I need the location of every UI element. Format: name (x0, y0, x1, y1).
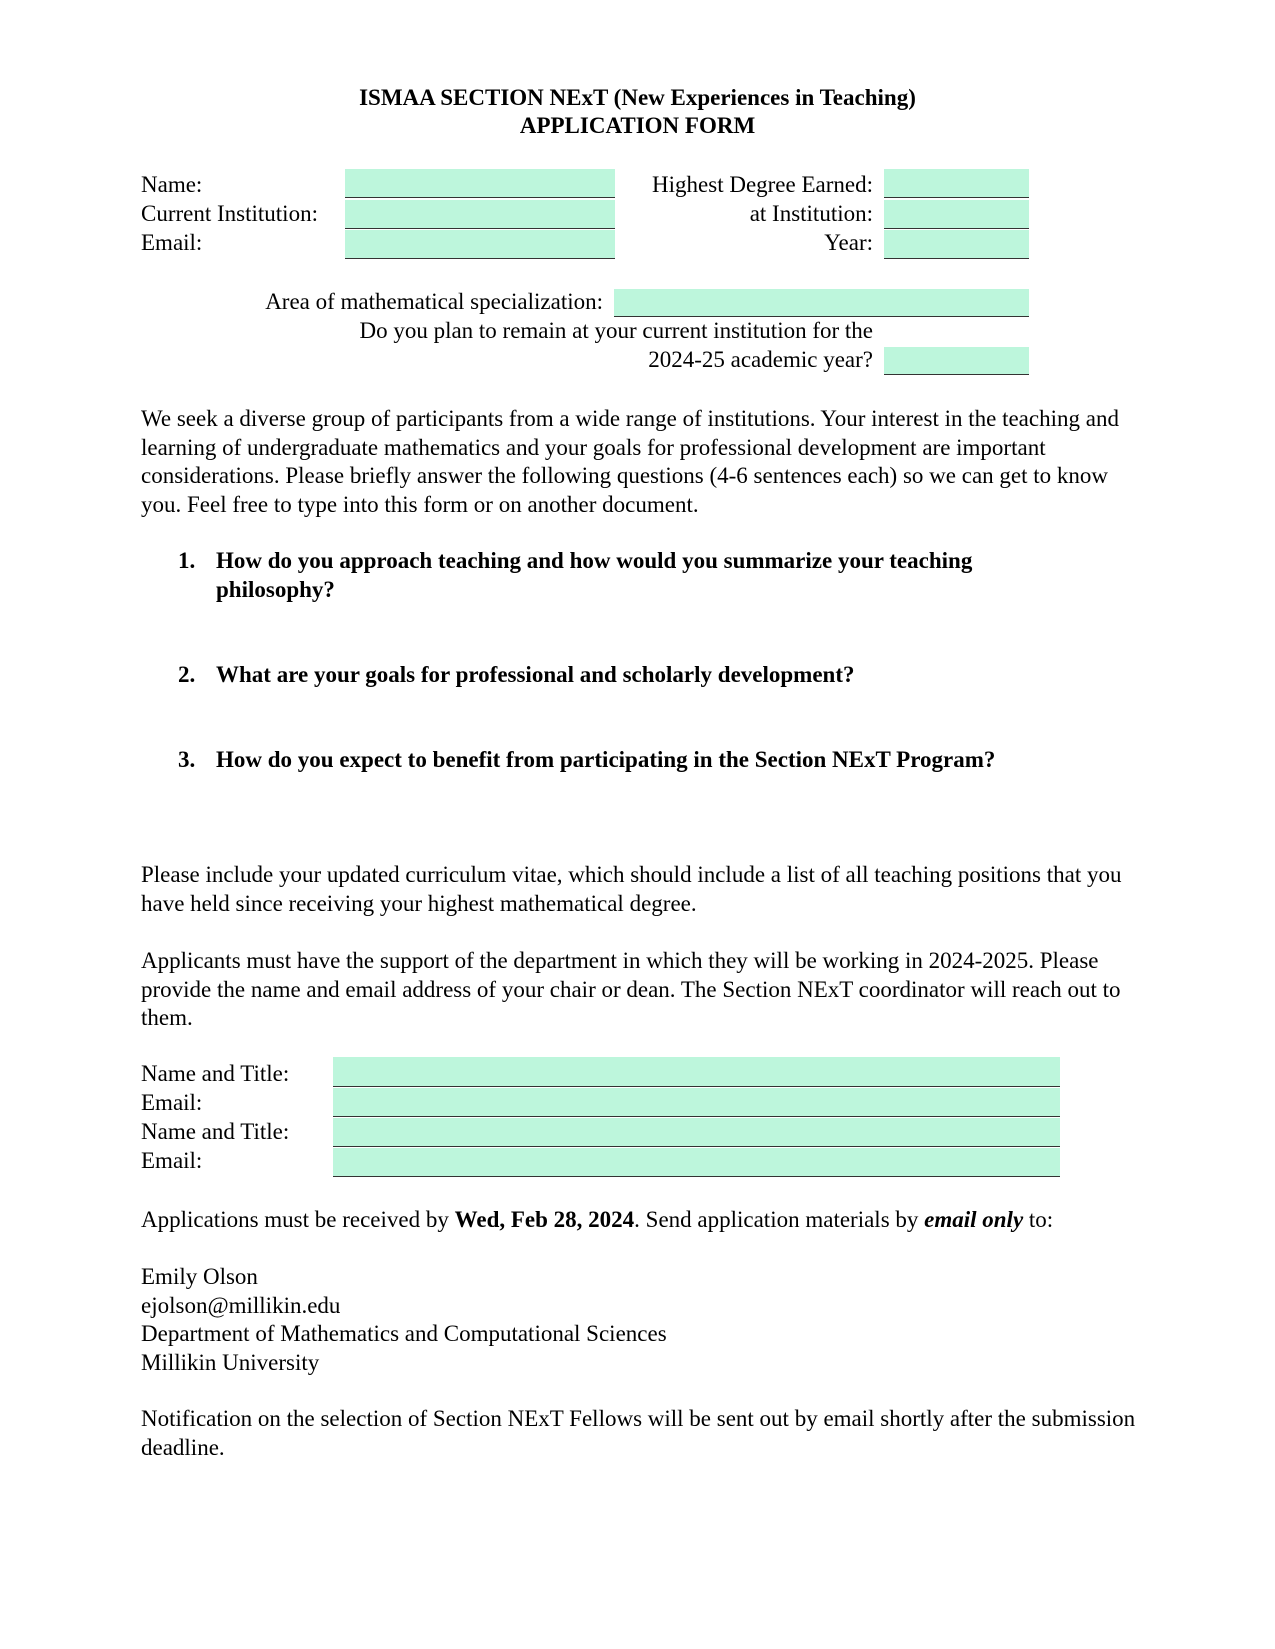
degree-year-label: Year: (824, 230, 873, 255)
contact-2-email-field[interactable] (333, 1148, 1060, 1177)
contact-1-email-field[interactable] (333, 1088, 1060, 1117)
form-title-line1: ISMAA SECTION NExT (New Experiences in Teaching) (359, 85, 916, 110)
deadline-prefix: Applications must be received by (141, 1207, 455, 1232)
name-label: Name: (141, 172, 203, 197)
question-1 (0, 547, 1275, 607)
cv-paragraph: Please include your updated curriculum vitae, which should include a list of all teaching positions that you have held since receiving your highest mathematical degree. (141, 862, 1122, 916)
question-3-text: How do you expect to benefit from participating in the Section NExT Program? (216, 747, 996, 772)
specialization-label: Area of mathematical specialization: (265, 289, 603, 314)
deadline-middle: . Send application materials by (634, 1207, 925, 1232)
degree-year-field[interactable] (884, 230, 1029, 259)
question-3 (0, 746, 1275, 776)
deadline-method: email only (924, 1207, 1024, 1232)
highest-degree-field[interactable] (884, 169, 1029, 198)
current-institution-label: Current Institution: (141, 201, 318, 226)
coordinator-email: ejolson@millikin.edu (141, 1293, 341, 1318)
degree-institution-label: at Institution: (749, 201, 873, 226)
question-2-number: 2. (178, 662, 196, 687)
coordinator-university: Millikin University (141, 1350, 320, 1375)
specialization-field[interactable] (614, 289, 1029, 317)
degree-institution-field[interactable] (884, 200, 1029, 229)
deadline-date: Wed, Feb 28, 2024 (454, 1207, 635, 1232)
contact-2-email-label: Email: (141, 1148, 203, 1173)
form-title-line2: APPLICATION FORM (519, 113, 756, 138)
contact-1-name-title-label: Name and Title: (141, 1061, 290, 1086)
coordinator-name: Emily Olson (141, 1264, 258, 1289)
remain-label-line2: 2024-25 academic year? (648, 347, 873, 372)
coordinator-department: Department of Mathematics and Computational Sciences (141, 1321, 667, 1346)
highest-degree-label: Highest Degree Earned: (652, 172, 873, 197)
contact-1-name-title-field[interactable] (333, 1057, 1060, 1087)
question-2-text: What are your goals for professional and scholarly development? (216, 662, 855, 687)
notification-paragraph: Notification on the selection of Section NExT Fellows will be sent out by email shortly after the submission deadline. (141, 1406, 1136, 1460)
contact-2-name-title-label: Name and Title: (141, 1119, 290, 1144)
intro-paragraph: We seek a diverse group of participants from a wide range of institutions. Your interest in the teaching and learning of undergraduate mathematics and your goals for professional development are important considerations. Please briefly answer the following questions (4-6 sentences each) so we can get to know you. Feel free to type into this form or on another document. (141, 406, 1119, 517)
contact-1-email-label: Email: (141, 1090, 203, 1115)
deadline-suffix: to: (1023, 1207, 1054, 1232)
question-1-number: 1. (178, 548, 196, 573)
email-label: Email: (141, 230, 203, 255)
remain-label-line1: Do you plan to remain at your current institution for the (359, 318, 873, 343)
question-2 (0, 661, 1275, 691)
remain-field[interactable] (884, 347, 1029, 375)
contact-2-name-title-field[interactable] (333, 1118, 1060, 1147)
question-3-number: 3. (178, 747, 196, 772)
question-1-text: How do you approach teaching and how would you summarize your teaching philosophy? (216, 548, 973, 602)
support-paragraph: Applicants must have the support of the department in which they will be working in 2024-2025. Please provide the name and email address of your chair or dean. The Section NExT coordinator will reach out to them. (141, 948, 1121, 1031)
deadline-line (141, 1206, 1053, 1234)
